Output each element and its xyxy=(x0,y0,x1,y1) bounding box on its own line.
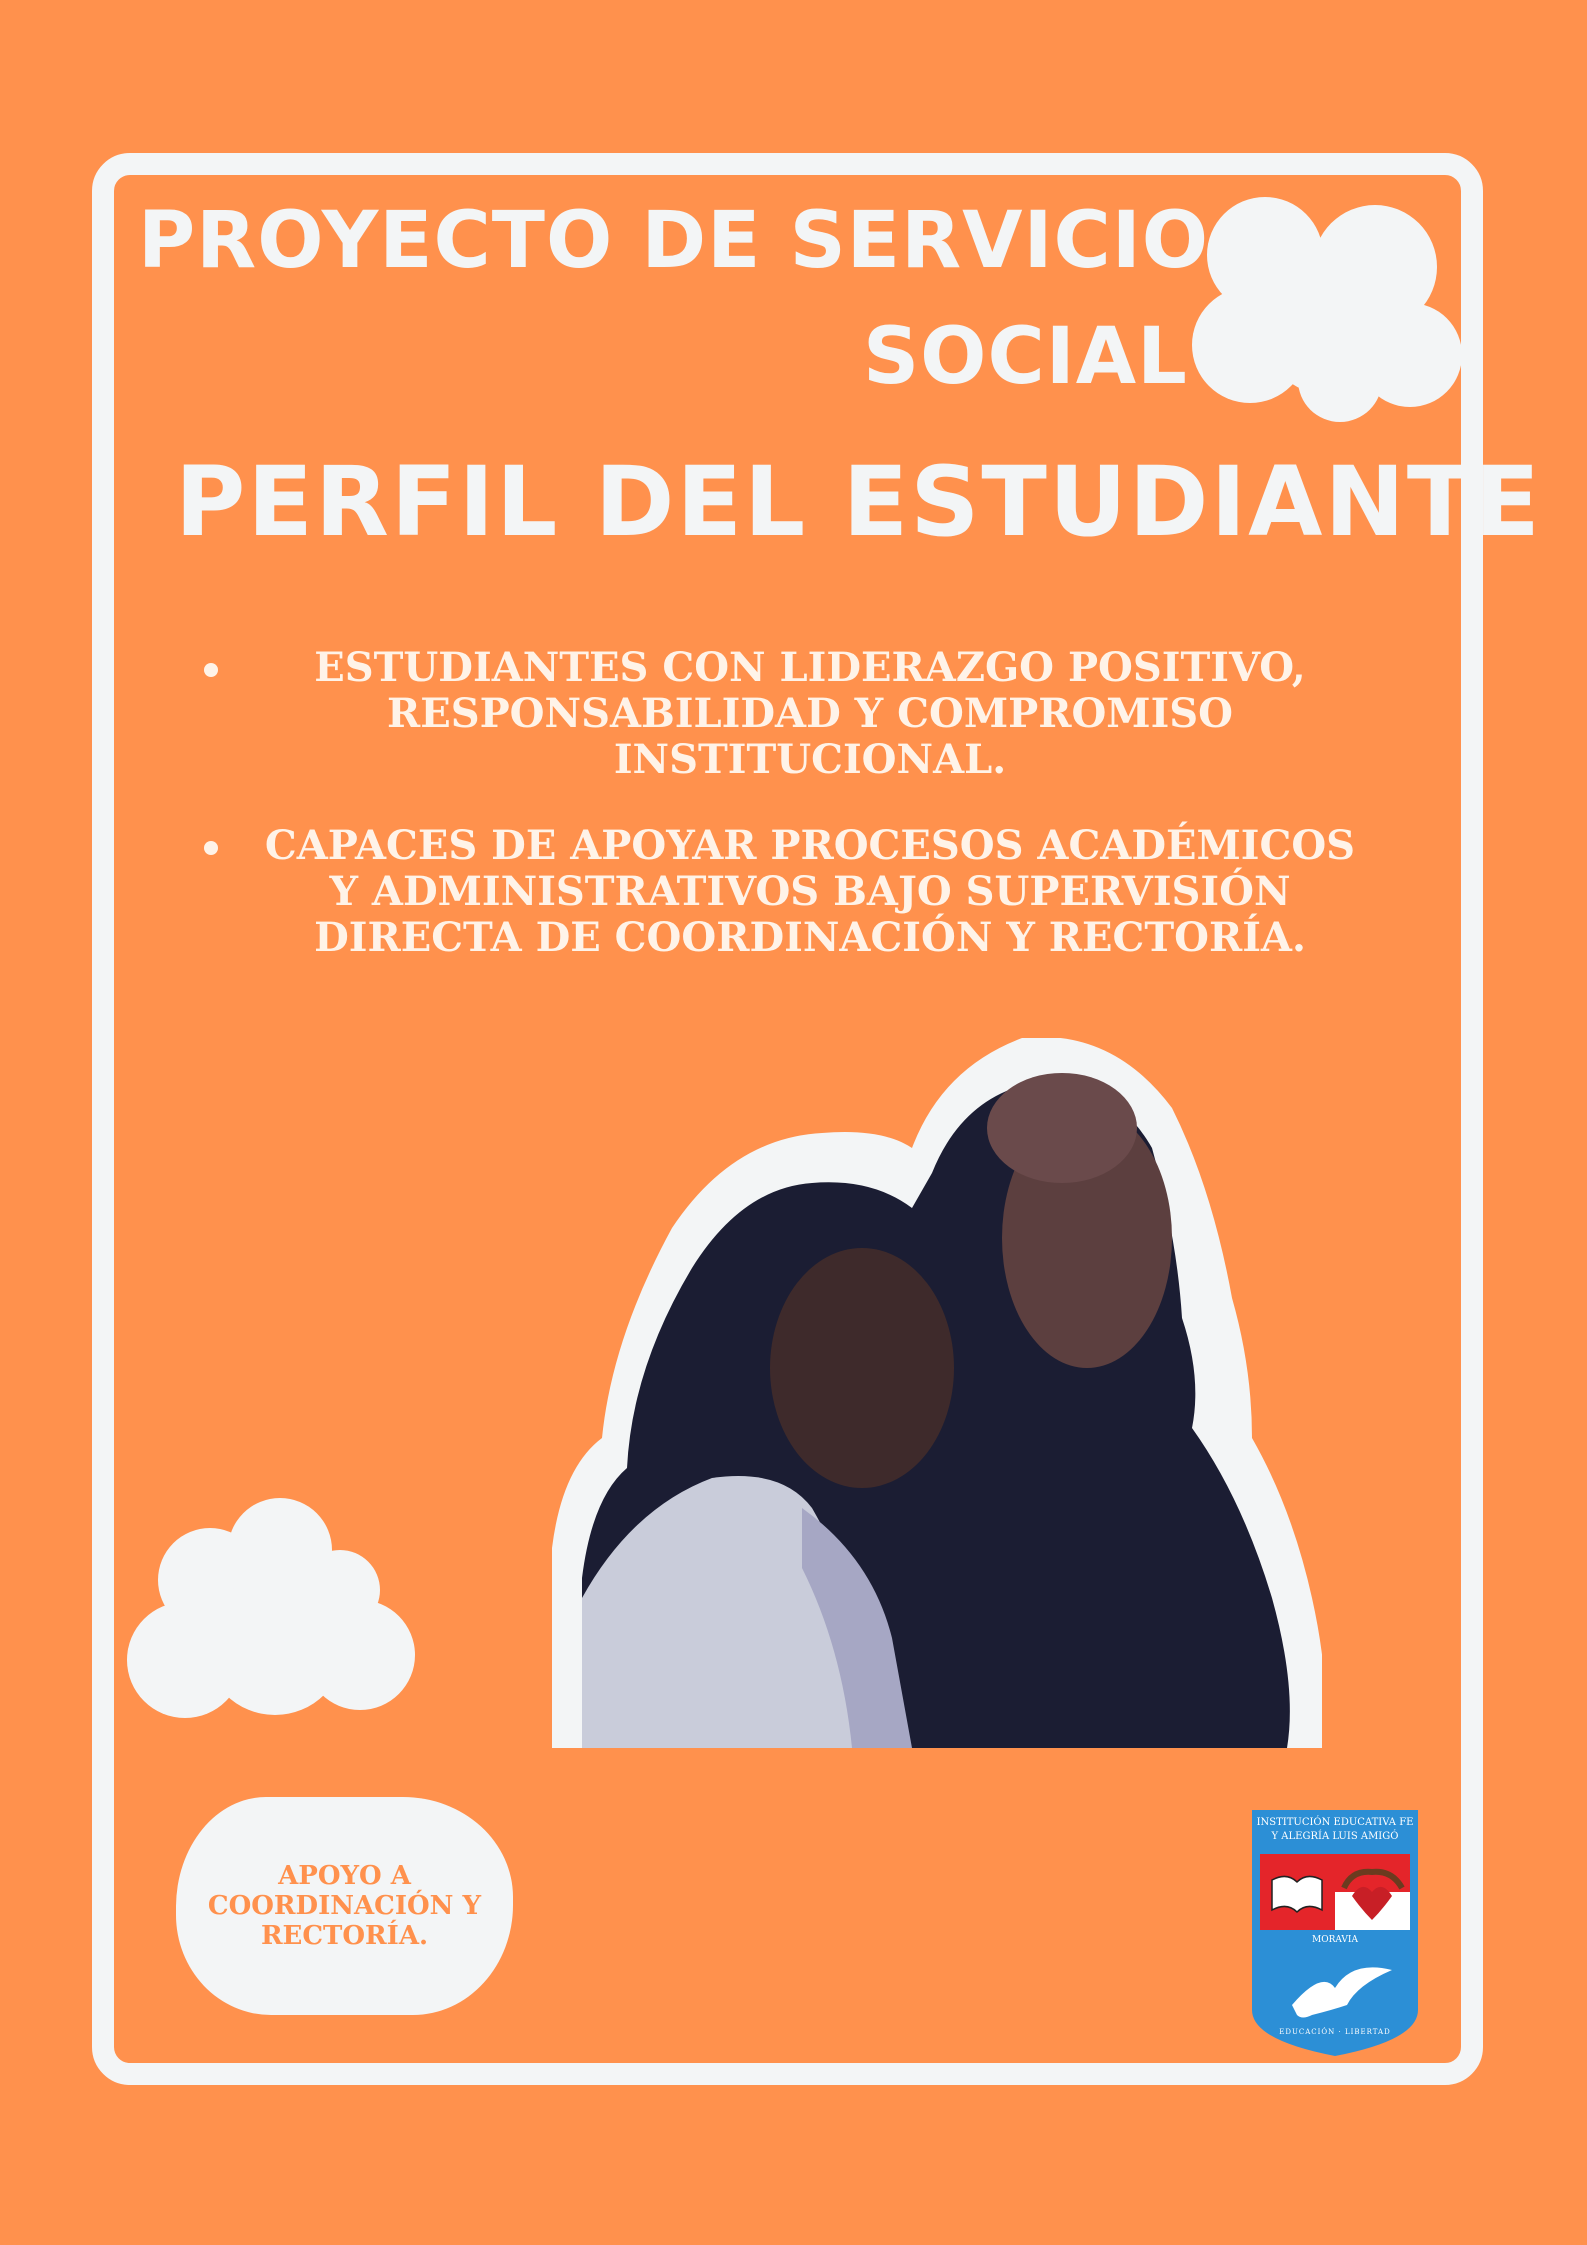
student-photo xyxy=(552,1038,1322,1748)
role-badge xyxy=(176,1797,513,2015)
bullet-text: ESTUDIANTES CON LIDERAZGO POSITIVO, RESPONSABILIDAD Y COMPROMISO INSTITUCIONAL. xyxy=(314,644,1306,783)
badge-text: APOYO A COORDINACIÓN Y RECTORÍA. xyxy=(207,1861,482,1951)
crest-header-text: INSTITUCIÓN EDUCATIVA FE Y ALEGRÍA LUIS AMIGÓ xyxy=(1252,1810,1418,1854)
page-heading: PERFIL DEL ESTUDIANTE xyxy=(175,446,1542,558)
cloud-decoration-bottom xyxy=(125,1495,425,1735)
crest-motto-text: EDUCACIÓN · LIBERTAD xyxy=(1279,2028,1391,2036)
school-crest-logo xyxy=(1252,1810,1418,2056)
crest-band-text: MORAVIA xyxy=(1252,1930,1418,1950)
title-line-2: SOCIAL xyxy=(863,312,1188,402)
list-item xyxy=(190,645,1370,783)
bullet-dot xyxy=(204,841,218,855)
list-item xyxy=(190,823,1370,961)
title-line-1: PROYECTO DE SERVICIO xyxy=(138,196,1210,286)
cloud-decoration-top xyxy=(1190,195,1470,425)
profile-bullet-list xyxy=(190,645,1370,1001)
bullet-text: CAPACES DE APOYAR PROCESOS ACADÉMICOS Y ADMINISTRATIVOS BAJO SUPERVISIÓN DIRECTA DE COORDINACIÓN Y RECTORÍA. xyxy=(264,822,1356,961)
bullet-dot xyxy=(204,663,218,677)
